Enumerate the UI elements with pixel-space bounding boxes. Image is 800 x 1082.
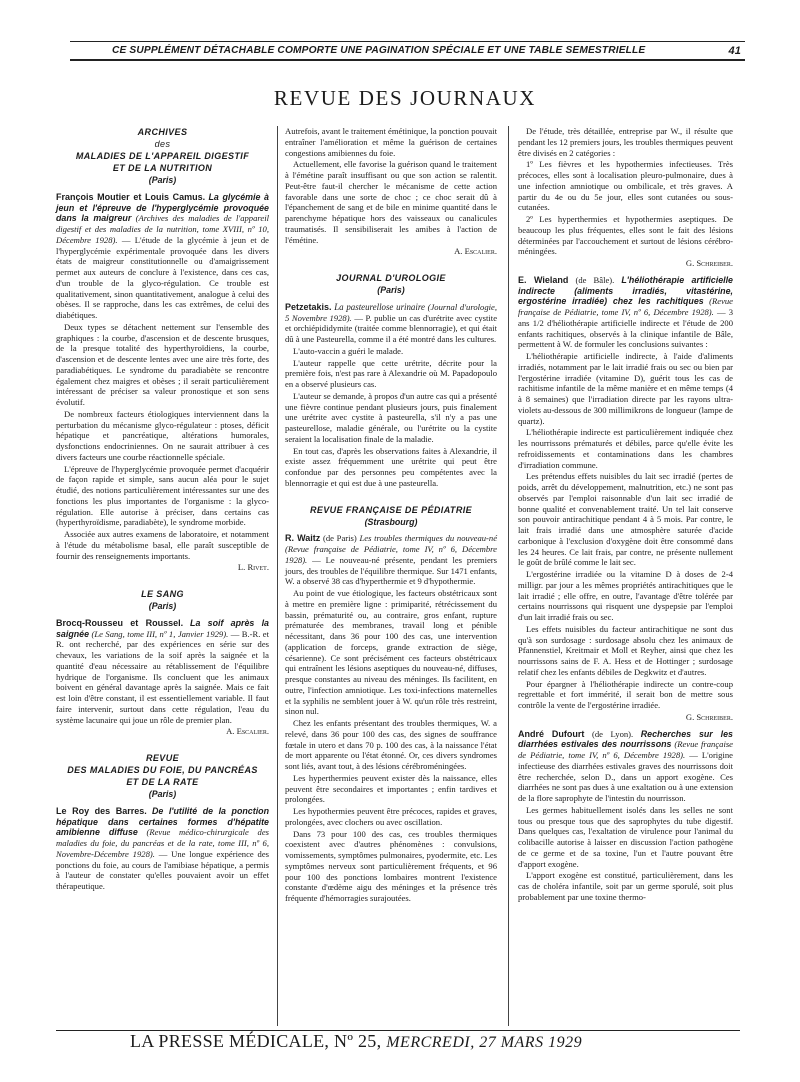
- review-entry: [285, 533, 497, 587]
- paragraph: Deux types se détachent nettement sur l'ensemble des graphiques : la courbe, d'ascension et de descente brusques, de la presque totalité des hyperthyroïdiens, la courbe, d'ascension et de descente lentes avec une aire très forte, des paradiabétiques. Le syndrome du paradiabète se rencontre également chez maigres et obèses ; il serait particulièrement intéressant de préciser sa valeur pronostique et son sens évolutif.: [56, 321, 269, 407]
- section-heading: JOURNAL D'UROLOGIE: [336, 273, 446, 283]
- paragraph: L'auteur rappelle que cette urétrite, décrite pour la première fois, n'est pas rare à Alexandrie où M. Papadopoulo en a observé plusieurs cas.: [285, 357, 497, 389]
- paragraph: L'apport exogène est constitué, particulièrement, dans les cas de choléra infantile, soit par un germe sporulé, soit plus probablement par une toxine thermo-: [518, 870, 733, 902]
- entry-text: — L'origine infectieuse des diarrhées estivales graves des nourrissons doit être recherchée, selon D., dans un apport exogène. Ces diarrhées ne sont pas dues à une exaltation ou à une extension de la flore saprophyte de l'intestin du nourrisson.: [518, 750, 733, 803]
- section-heading: REVUE FRANÇAISE DE PÉDIATRIE: [309, 504, 473, 515]
- entry-title: La glycémie à jeun et l'épreuve de l'hyperglycémie provoquée dans la maigreur: [56, 191, 269, 224]
- entry-reference: (Archives des maladies de l'appareil digestif et des maladies de la nutrition, tome XVIII, nº 10, Décembre 1928).: [56, 213, 269, 245]
- entry-title: Les troubles thermiques du nouveau-né: [359, 533, 498, 544]
- paragraph: L'héliothérapie artificielle indirecte, à l'aide d'aliments irradiés, notamment par le lait irradié frais ou sec ou bien par l'ergostérine irradiée (vitamine D), guérit tous les cas de rachitisme infantile de la même manière et en même temps (4 à 8 semaines) que l'irradiation directe par les rayons ultra-violets au-dessous de 300 millimikrons de longueur (lampe de quartz).: [518, 351, 733, 426]
- section-city: (Paris): [148, 789, 177, 799]
- entry-title: Recherches sur les diarrhées estivales des nourrissons: [518, 728, 733, 750]
- section-city: (Strasbourg): [364, 516, 418, 527]
- column-2: [285, 126, 497, 905]
- review-entry: [56, 618, 269, 726]
- section-heading: DES MALADIES DU FOIE, DU PANCRÉAS: [67, 765, 258, 775]
- paragraph: Chez les enfants présentant des troubles thermiques, W. a relevé, dans 36 pour 100 des cas, des signes de souffrance fœtale in utero et dans 70 p. 100 des cas, à la naissance l'état de mort apparente ou l'état étonné. Or, ces divers syndromes sont liés, avant tout, à des lésions cérébroméningées.: [285, 718, 497, 771]
- section-heading: MALADIES DE L'APPAREIL DIGESTIF: [75, 151, 250, 161]
- entry-author: Brocq-Rousseu et Roussel.: [56, 617, 184, 628]
- review-entry: [56, 192, 269, 321]
- paragraph: L'épreuve de l'hyperglycémie provoquée permet d'acquérir de façon rapide et simple, sans aucun aléa pour le sujet étudié, des notions particulièrement intéressantes sur une des fonctions les plus importantes de l'organisme : la glyco-régulation. Elle autorise à préciser, dans certains cas (hyperthyroïdisme, paradiabète), le syndrome morbide.: [56, 463, 269, 528]
- section-heading: REVUE: [145, 753, 179, 763]
- entry-author: Petzetakis.: [285, 301, 332, 312]
- supplement-notice: CE SUPPLÉMENT DÉTACHABLE COMPORTE UNE PAGINATION SPÉCIALE ET UNE TABLE SEMESTRIELLE: [112, 45, 646, 56]
- entry-text: — B.-R. et R. ont recherché, par des expériences en série sur des chevaux, les variations de la soif après la saignée et la quantité d'eau nécessaire au rétablissement de l'équilibre hydrique de l'organisme. Ils concluent que les animaux boivent en général davantage après la saignée. Mais ce fait est loin d'être constant, il est essentiellement variable. Il faut faire intervenir, surtout dans cette régulation, l'eau du système lacunaire qui joue un rôle de premier plan.: [56, 628, 269, 725]
- page-title: REVUE DES JOURNAUX: [273, 86, 537, 110]
- entry-text: — L'étude de la glycémie à jeun et de l'hyperglycémie expérimentale provoquée dans les divers états de maigreur constitutionnelle ou d'amaigrissement permet aux auteurs de conclure à l'existence, dans ces cas, d'un trouble de la glyco-régulation. Ce trouble est qualitativement, sinon quantitativement, analogue à celui des obèses. Il se rapproche, dans les cas extrêmes, de celui des diabétiques.: [56, 234, 269, 320]
- entry-author: André Dufourt: [518, 728, 585, 739]
- column-divider: [508, 126, 509, 1026]
- paragraph: L'ergostérine irradiée ou la vitamine D à doses de 2-4 milligr. par jour a les mêmes propriétés antirachitiques que le lait irradié ; elle offre, en outre, l'avantage d'être tolérée par certains nourrissons qui risquent une dyspepsie par l'emploi d'un lait irradié frais ou sec.: [518, 569, 733, 622]
- entry-text: — Une longue expérience des ponctions du foie, au cours de l'amibiase hépatique, a permis à l'auteur de constater qu'elles pouvaient avoir un effet thérapeutique.: [56, 848, 269, 891]
- paragraph: Les prétendus effets nuisibles du lait sec irradié (pertes de poids, arrêt du développement, malnutrition, etc.) ne sont pas observés par l'emploi raisonnable d'un lait sec irradié de bonne qualité et convenablement traité. Un tel lait conserve son pouvoir antirachitique pendant 4 à 5 mois. Par contre, le lait frais irradié dans une atmosphère saturée d'acide carbonique à l'exclusion d'oxygène doit être consommé dans les 24 heures. Ce lait frais, par contre, ne présente nullement le goût de brûlé comme le lait sec.: [518, 471, 733, 568]
- section-heading: LE SANG: [141, 589, 184, 599]
- section-heading: ET DE LA NUTRITION: [112, 163, 213, 173]
- entry-reference: (Revue française de Pédiatrie, tome IV, nº 6, Décembre 1928).: [285, 544, 497, 565]
- column-divider: [277, 126, 278, 1026]
- entry-author: François Moutier et Louis Camus.: [56, 191, 206, 202]
- paragraph: Les hypothermies peuvent être précoces, rapides et graves, prolongées, avec clochers ou avec oscillation.: [285, 806, 497, 827]
- paragraph: L'héliothérapie indirecte est particulièrement indiquée chez les nourrissons prématurés et débiles, parce qu'elle évite les refroidissements et contaminations dans les chambres d'irradiation commune.: [518, 427, 733, 470]
- signature: G. Schreiber.: [685, 711, 733, 722]
- paragraph: Associée aux autres examens de laboratoire, et notamment à l'étude du métabolisme basal, elle paraît susceptible de fournir des renseignements importants.: [56, 529, 269, 561]
- paragraph: 2º Les hyperthermies et hypothermies aseptiques. De beaucoup les plus fréquentes, elles sont le fait des lésions déterminées par l'accouchement et surtout de lésions cérébro-méningées.: [518, 214, 733, 257]
- section-city: (Paris): [377, 285, 405, 295]
- section-heading: ET DE LA RATE: [126, 777, 199, 787]
- entry-author-note: (de Bâle).: [575, 274, 615, 285]
- entry-text: — Le nouveau-né présente, pendant les premiers jours, des troubles de l'équilibre thermique. Sur 1471 enfants, W. a observé 38 cas d'hyperthermie et 9 d'hypothermie.: [285, 554, 497, 587]
- paragraph: Actuellement, elle favorise la guérison quand le traitement à l'émétine paraît insuffisant ou que son action se ralentit. Peut-être faut-il chercher le mécanisme de cette action favorable dans une sorte de choc ; ce choc serait dû à l'épanchement de sang et de bile en minime quantité dans le parenchyme hépatique hors des vaisseaux ou canalicules traumatisés. Il sensibiliserait les amibes à l'action de l'émétine.: [285, 159, 497, 245]
- signature: G. Schreiber.: [685, 258, 733, 268]
- paragraph: Dans 73 pour 100 des cas, ces troubles thermiques coexistent avec d'autres phénomènes : convulsions, vomissements, symptômes pulmonaires, pyodermite, etc. Les symptômes nerveux sont particulièrement fréquents, et 96 pour 100 des ponctions lombaires montrent l'existence constante d'œdème aigu des méninges et la présence très fréquente d'hémorragies surajoutées.: [285, 828, 497, 903]
- issue-date: MERCREDI, 27 MARS 1929: [386, 1034, 583, 1051]
- entry-author-note: (de Lyon).: [591, 728, 634, 739]
- entry-reference: (Revue française de Pédiatrie, tome IV, nº 6, Décembre 1928).: [518, 296, 733, 317]
- section-heading: des: [154, 139, 171, 149]
- column-3: [518, 126, 733, 904]
- paragraph: 1º Les fièvres et les hypothermies infectieuses. Très précoces, elles sont à localisation pleuro-pulmonaire, dues à une infection amniotique ou ombilicale, et très graves. A partir du 4e ou du 5e jour, elles sont cutanées ou sous-cutanées.: [518, 159, 733, 213]
- section-city: (Paris): [148, 175, 177, 185]
- entry-title: De l'utilité de la ponction hépatique dans certaines formes d'hépatite amibienne diffuse: [56, 805, 269, 838]
- section-city: (Paris): [148, 601, 177, 611]
- entry-reference: (Le Sang, tome III, nº 1, Janvier 1929).: [91, 628, 229, 639]
- signature: L. Rivet.: [237, 562, 269, 573]
- entry-author: Le Roy des Barres.: [56, 805, 147, 816]
- review-entry: [56, 806, 269, 892]
- paragraph: Les hyperthermies peuvent exister dès la naissance, elles peuvent être secondaires et importantes ; enfin tardives et prolongées.: [285, 772, 497, 805]
- top-banner: [70, 41, 745, 61]
- signature: A. Escalier.: [226, 726, 269, 737]
- paragraph: De l'étude, très détaillée, entreprise par W., il résulte que pendant les 12 premiers jours, les troubles thermiques peuvent être divisés en 2 catégories :: [518, 126, 733, 158]
- paragraph: De nombreux facteurs étiologiques interviennent dans la perturbation du mécanisme glyco-régulateur : ptoses, déficit hépatique et pancréatique, altérations humorales, dysfonctions endocriniennes. On ne saurait attribuer à ces divers facteurs une courbe réactionnelle spéciale.: [56, 408, 269, 462]
- review-entry: [518, 729, 733, 804]
- paragraph: L'auto-vaccin a guéri le malade.: [293, 345, 404, 356]
- paragraph: Autrefois, avant le traitement émétinique, la ponction pouvait entraîner l'amélioration et même la guérison de certaines congestions amibiennes du foie.: [285, 126, 497, 158]
- entry-reference: (Revue française de Pédiatrie, tome IV, nº 6, Décembre 1928).: [518, 739, 733, 760]
- paragraph: L'auteur se demande, à propos d'un autre cas qui a présenté une fièvre continue pendant plusieurs jours, puis finalement une urétrite avec cystite à pasteurella, s'il n'y a pas une pasteurellose, maladie générale, ou l'urétrite ou la cystite seraient la localisation finale de la maladie.: [285, 390, 497, 444]
- section-heading: ARCHIVES: [137, 127, 188, 137]
- review-entry: [518, 275, 733, 350]
- entry-author: E. Wieland: [518, 274, 569, 285]
- entry-reference: (Journal d'urologie, 5 Novembre 1928).: [285, 301, 497, 323]
- paragraph: Pour épargner à l'héliothérapie indirecte un contre-coup regrettable et fort immérité, il serait bon de mettre sous contrôle la vente de l'ergostérine irradiée.: [518, 678, 733, 710]
- review-entry: [285, 302, 497, 345]
- paragraph: Les germes habituellement isolés dans les selles ne sont tous ou presque tous que des saprophytes du tube digestif. Dans quelques cas, l'exaltation de virulence pour l'animal du colibacille autorise à laisser en discussion l'action pathogène de ce germe et de sa toxine, l'un et l'autre pouvant être d'apport exogène.: [518, 804, 733, 869]
- entry-title: La pasteurellose urinaire: [334, 301, 425, 312]
- entry-text: — P. publie un cas d'urétrite avec cystite et orchiépididymite (traitée comme blennorragie), et qui était dû à une Pasteurella, comme il a été montré dans les cultures.: [285, 312, 498, 344]
- paragraph: Au point de vue étiologique, les facteurs obstétricaux sont à mettre en première ligne : primiparité, rétrécissement du bassin, prématurité ou, au contraire, gros enfant, rupture prématurée des membranes, travail long et pénible nécessitant, dans 36 pour 100 des cas, une intervention (application de forceps, grande extraction de siège, césarienne). Ce sont précisément ces facteurs obstétricaux qui entraînent les lésions aseptiques du nouveau-né, diffuses, presque constantes au niveau des méninges. Ils facilitent, en outre, l'infection amniotique. Les toxi-infections maternelles et la syphilis ne semblent jouer à W. qu'un rôle très restreint, sinon nul.: [285, 588, 497, 717]
- entry-reference: (Revue médico-chirurgicale des maladies du foie, du pancréas et de la rate, tome III, nº 6, Novembre-Décembre 1928).: [56, 827, 269, 859]
- entry-author: R. Waitz: [285, 533, 321, 544]
- page-number: 41: [728, 44, 741, 57]
- column-1: [56, 126, 269, 893]
- signature: A. Escalier.: [454, 246, 497, 257]
- entry-author-note: (de Paris): [322, 533, 357, 544]
- entry-text: — 3 ans 1/2 d'héliothérapie artificielle indirecte et l'étude de 200 enfants rachitiques, observés à la clinique infantile de Bâle, permettent à W. de formuler les conclusions suivantes :: [518, 307, 733, 350]
- paragraph: En tout cas, d'après les observations faites à Alexandrie, il existe assez fréquemment une urétrite qui peut être confondue par des personnes peu compétentes avec la blennorragie et qui est due à une pasteurella.: [285, 445, 497, 488]
- footer: [130, 1031, 582, 1052]
- entry-title: L'héliothérapie artificielle indirecte (aliments irradiés, vitastérine, ergostérine irradiée) chez les rachitiques: [518, 274, 733, 307]
- paragraph: Les effets nuisibles du facteur antirachitique ne sont dus qu'à son surdosage : surdosage absolu chez les animaux de Pfannenstiel, Kreitmair et Moll et Reyher, ainsi que chez les nourrissons sains de F. A. Hess et de Hottinger ; surdosage relatif chez les enfants débiles de Degkwitz et d'autres.: [518, 623, 733, 677]
- entry-title: La soif après la saignée: [56, 617, 269, 639]
- journal-name: LA PRESSE MÉDICALE, Nº 25,: [130, 1031, 382, 1051]
